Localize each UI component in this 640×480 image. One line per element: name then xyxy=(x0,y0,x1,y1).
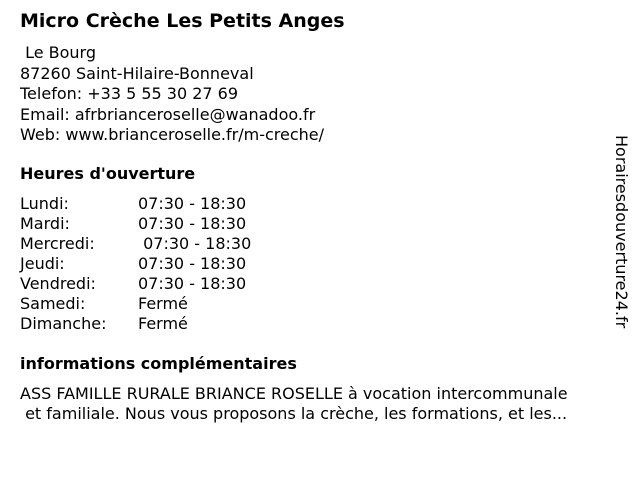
day-label: Vendredi: xyxy=(20,274,96,293)
info-line-2: et familiale. Nous vous proposons la crèche, les formations, et les... xyxy=(20,404,568,423)
info-line-1: ASS FAMILLE RURALE BRIANCE ROSELLE à vocation intercommunale xyxy=(20,384,568,403)
hours-heading: Heures d'ouverture xyxy=(20,164,196,183)
time-value: 07:30 - 18:30 xyxy=(138,234,252,253)
info-description xyxy=(20,384,620,424)
address-block xyxy=(20,43,324,146)
address-street: Le Bourg xyxy=(20,43,97,62)
time-value: 07:30 - 18:30 xyxy=(138,214,247,233)
time-value: 07:30 - 18:30 xyxy=(138,254,247,273)
web-line: Web: www.brianceroselle.fr/m-creche/ xyxy=(20,125,325,144)
time-value: Fermé xyxy=(138,314,188,333)
info-heading: informations complémentaires xyxy=(20,354,297,373)
day-label: Jeudi: xyxy=(20,254,65,273)
site-watermark: Horairesdouverture24.fr xyxy=(612,135,631,329)
time-value: 07:30 - 18:30 xyxy=(138,274,247,293)
address-city: 87260 Saint-Hilaire-Bonneval xyxy=(20,63,254,83)
phone-line: Telefon: +33 5 55 30 27 69 xyxy=(20,84,239,103)
day-label: Dimanche: xyxy=(20,314,107,333)
time-value: 07:30 - 18:30 xyxy=(138,194,247,213)
day-label: Mardi: xyxy=(20,214,70,233)
time-value: Fermé xyxy=(138,294,188,313)
email-line: Email: afrbrianceroselle@wanadoo.fr xyxy=(20,104,316,124)
day-label: Mercredi: xyxy=(20,234,95,253)
day-label: Samedi: xyxy=(20,294,86,313)
page-title: Micro Crèche Les Petits Anges xyxy=(20,10,345,32)
day-label: Lundi: xyxy=(20,194,69,213)
